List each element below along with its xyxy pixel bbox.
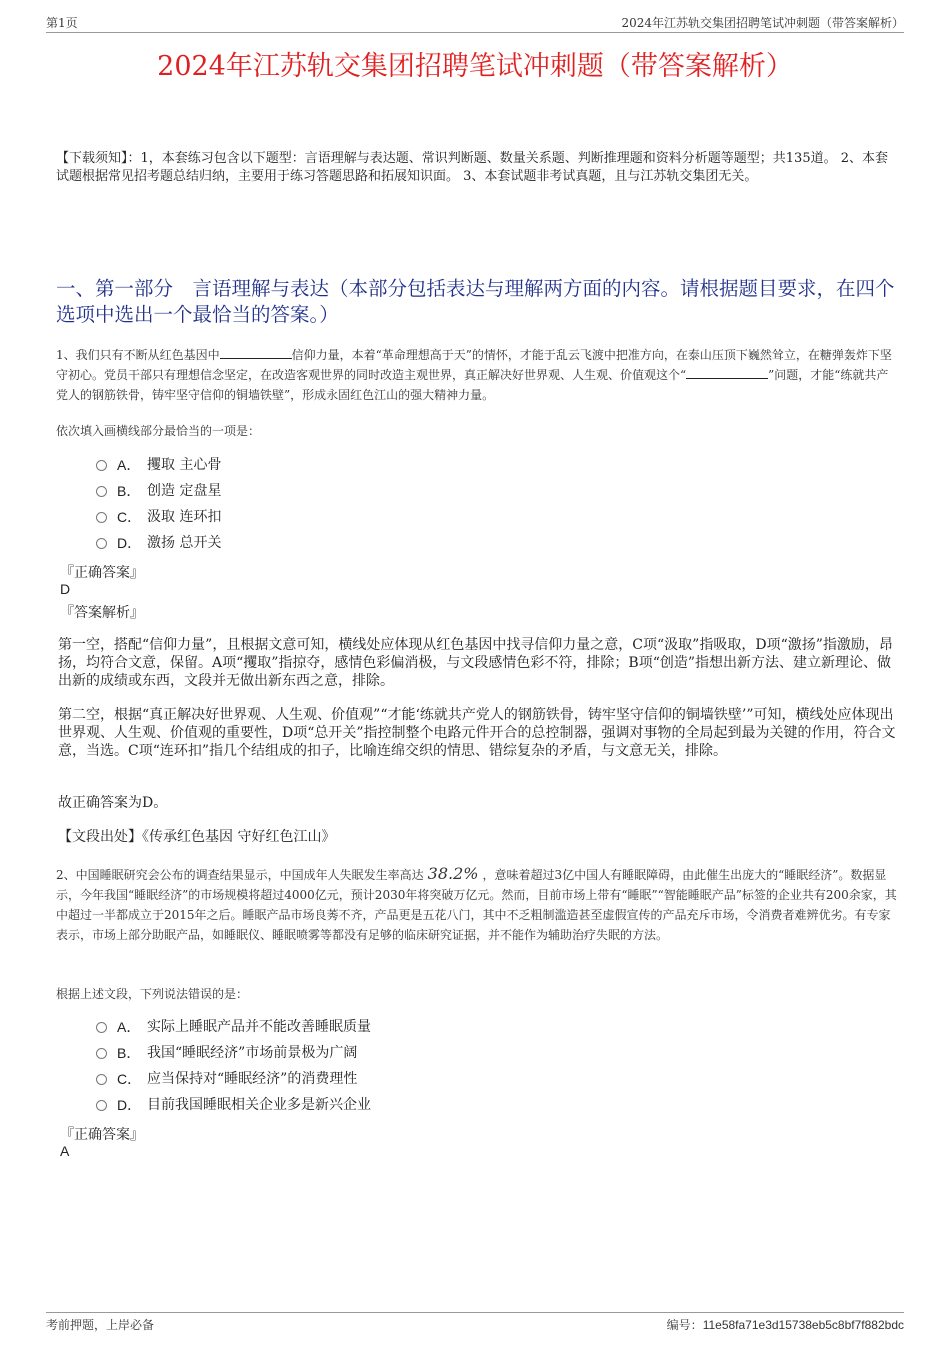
q1-analysis-1: 第一空，搭配“信仰力量”，且根据文意可知，横线处应体现从红色基因中找寻信仰力量之意，C项“汲取”指吸取，D项“激扬”指激励，昂扬，均符合文意，保留。A项“攫取”指掠夺，感情色彩偏消极，与文段感情色彩不符，排除；B项“创造”指想出新方法、建立新理论、做出新的成绩或东西，文段并无做出新东西之意，排除。 [58, 637, 893, 689]
q1-option-a[interactable]: A． 攫取 主心骨 [96, 452, 221, 478]
radio-icon[interactable] [96, 538, 107, 549]
radio-icon[interactable] [96, 1074, 107, 1085]
q1-answer: D [60, 581, 71, 597]
footer-slogan: 考前押题，上岸必备 [46, 1318, 155, 1332]
q1-option-d[interactable]: D． 激扬 总开关 [96, 530, 221, 556]
q1-answer-label: 『正确答案』 [60, 565, 144, 581]
q1-text-part-c: ”问题，才能“练就共产党人的钢筋铁骨，铸牢坚守信仰的铜墙铁壁”，形成永固红色江山的强大精神力量。 [56, 368, 889, 402]
q2-insomnia-rate: 38.2% [427, 864, 479, 883]
radio-icon[interactable] [96, 1100, 107, 1111]
q2-text-part-a: 2、中国睡眠研究会公布的调查结果显示，中国成年人失眠发生率高达 [56, 868, 424, 882]
q1-analysis-2: 第二空，根据“真正解决好世界观、人生观、价值观”“才能‘练就共产党人的钢筋铁骨，铸牢坚守信仰的铜墙铁壁’”可知，横线处应体现出世界观、人生观、价值观的重要性，D项“总开关”指控制整个电路元件开合的总控制器，强调对事物的全局起到最为关键的作用，符合文意，当选。C项“连环扣”指几个结组成的扣子，比喻连绵交织的情思、错综复杂的矛盾，与文意无关，排除。 [58, 707, 896, 759]
q1-source: 【文段出处】《传承红色基因 守好红色江山》 [58, 829, 336, 845]
footer-code-label: 编号： [666, 1318, 703, 1332]
download-notice: 【下载须知】：1，本套练习包含以下题型：言语理解与表达题、常识判断题、数量关系题、判断推理题和资料分析题等题型；共135道。 2、本套试题根据常见招考题总结归纳，主要用于练习答题思路和拓展知识面。 3、本套试题非考试真题，且与江苏轨交集团无关。 [56, 151, 888, 184]
q2-option-a[interactable]: A． 实际上睡眠产品并不能改善睡眠质量 [96, 1014, 371, 1040]
q1-text-part-a: 1、我们只有不断从红色基因中 [56, 348, 220, 362]
footer-code [667, 1316, 904, 1333]
q2-prompt: 根据上述文段，下列说法错误的是： [56, 987, 249, 1001]
section-title: 一、第一部分 言语理解与表达（本部分包括表达与理解两方面的内容。请根据题目要求，在四个选项中选出一个最恰当的答案。） [56, 277, 895, 326]
q2-option-d[interactable]: D． 目前我国睡眠相关企业多是新兴企业 [96, 1092, 371, 1118]
q1-analysis-label: 『答案解析』 [60, 605, 144, 621]
question-2-text [56, 864, 898, 945]
radio-icon[interactable] [96, 486, 107, 497]
q1-blank-2 [686, 366, 768, 379]
q2-option-b[interactable]: B． 我国“睡眠经济”市场前景极为广阔 [96, 1040, 371, 1066]
q2-options [96, 1014, 371, 1118]
page-footer [46, 1312, 904, 1332]
q1-options [96, 452, 221, 556]
q1-option-b[interactable]: B． 创造 定盘星 [96, 478, 221, 504]
radio-icon[interactable] [96, 1022, 107, 1033]
q1-conclusion: 故正确答案为D。 [58, 795, 168, 811]
radio-icon[interactable] [96, 1048, 107, 1059]
q2-text-part-b: ，意味着超过3亿中国人有睡眠障碍，由此催生出庞大的“睡眠经济”。数据显示，今年我国“睡眠经济”的市场规模将超过4000亿元，预计2030年将突破万亿元。然而，目前市场上带有“睡眠”“智能睡眠产品”标签的企业共有200余家，其中超过一半都成立于2015年之后。睡眠产品市场良莠不齐，产品更是五花八门，其中不乏粗制滥造甚至虚假宣传的产品充斥市场，令消费者难辨优劣。有专家表示，市场上部分助眠产品，如睡眠仪、睡眠喷雾等都没有足够的临床研究证据，并不能作为辅助治疗失眠的方法。 [56, 868, 897, 942]
question-1-text [56, 345, 898, 405]
q2-option-c[interactable]: C． 应当保持对“睡眠经济”的消费理性 [96, 1066, 371, 1092]
footer-code-value: 11e58fa71e3d15738eb5c8bf7f882bdc [702, 1318, 904, 1332]
header-doc-title: 2024年江苏轨交集团招聘笔试冲刺题（带答案解析） [621, 16, 904, 30]
q1-option-c[interactable]: C． 汲取 连环扣 [96, 504, 221, 530]
radio-icon[interactable] [96, 512, 107, 523]
q2-answer: A [60, 1143, 70, 1159]
q1-prompt: 依次填入画横线部分最恰当的一项是： [56, 424, 261, 438]
q1-text-part-b: 信仰力量，本着“革命理想高于天”的情怀，才能于乱云飞渡中把准方向，在泰山压顶下巍然耸立，在糖弹轰炸下坚守初心。党员干部只有理想信念坚定，在改造客观世界的同时改造主观世界，真正解决好世界观、人生观、价值观这个“ [56, 348, 892, 382]
radio-icon[interactable] [96, 460, 107, 471]
q2-answer-label: 『正确答案』 [60, 1127, 144, 1143]
page-number: 第1页 [46, 16, 78, 30]
q1-blank-1 [220, 346, 292, 359]
document-title: 2024年江苏轨交集团招聘笔试冲刺题（带答案解析） [157, 51, 793, 82]
page-header [46, 14, 904, 33]
